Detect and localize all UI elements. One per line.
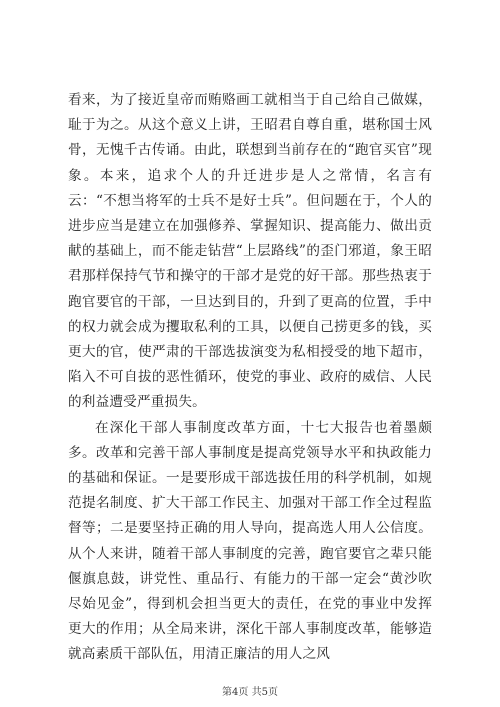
paragraph-1: 看来，为了接近皇帝而贿赂画工就相当于自己给自己做媒，耻于为之。从这个意义上讲，王昭君自尊自重，堪称国士风骨，无愧千古传诵。由此，联想到当前存在的“跑官买官”现象。本来，追求个人的升迁进步是人之常情，名言有云：“不想当将军的士兵不是好士兵”。但问题在于，个人的进步应当是建立在加强修养、掌握知识、提高能力、做出贡献的基础上，而不能走钻营“上层路线”的歪门邪道，象王昭君那样保持气节和操守的干部才是党的好干部。那些热衷于跑官要官的干部，一旦达到目的，升到了更高的位置，手中的权力就会成为攫取私利的工具，以便自己捞更多的钱，买更大的官，使严肃的干部选拔演变为私相授受的地下超市，陷入不可自拔的恶性循环，使党的事业、政府的威信、人民的利益遭受严重损失。	[68, 92, 432, 411]
page-number-footer: 第4页 共5页	[222, 687, 278, 698]
document-body	[68, 88, 432, 668]
paragraph-2: 在深化干部人事制度改革方面，十七大报告也着墨颇多。改革和完善干部人事制度是提高党领导水平和执政能力的基础和保证。一是要形成干部选拔任用的科学机制，如规范提名制度、扩大干部工作民主、加强对干部工作全过程监督等；二是要坚持正确的用人导向，提高选人用人公信度。从个人来讲，随着干部人事制度的完善，跑官要官之辈只能偃旗息鼓，讲党性、重品行、有能力的干部一定会“黄沙吹尽始见金”，得到机会担当更大的责任，在党的事业中发挥更大的作用；从全局来讲，深化干部人事制度改革，能够造就高素质干部队伍，用清正廉洁的用人之风	[68, 419, 432, 663]
